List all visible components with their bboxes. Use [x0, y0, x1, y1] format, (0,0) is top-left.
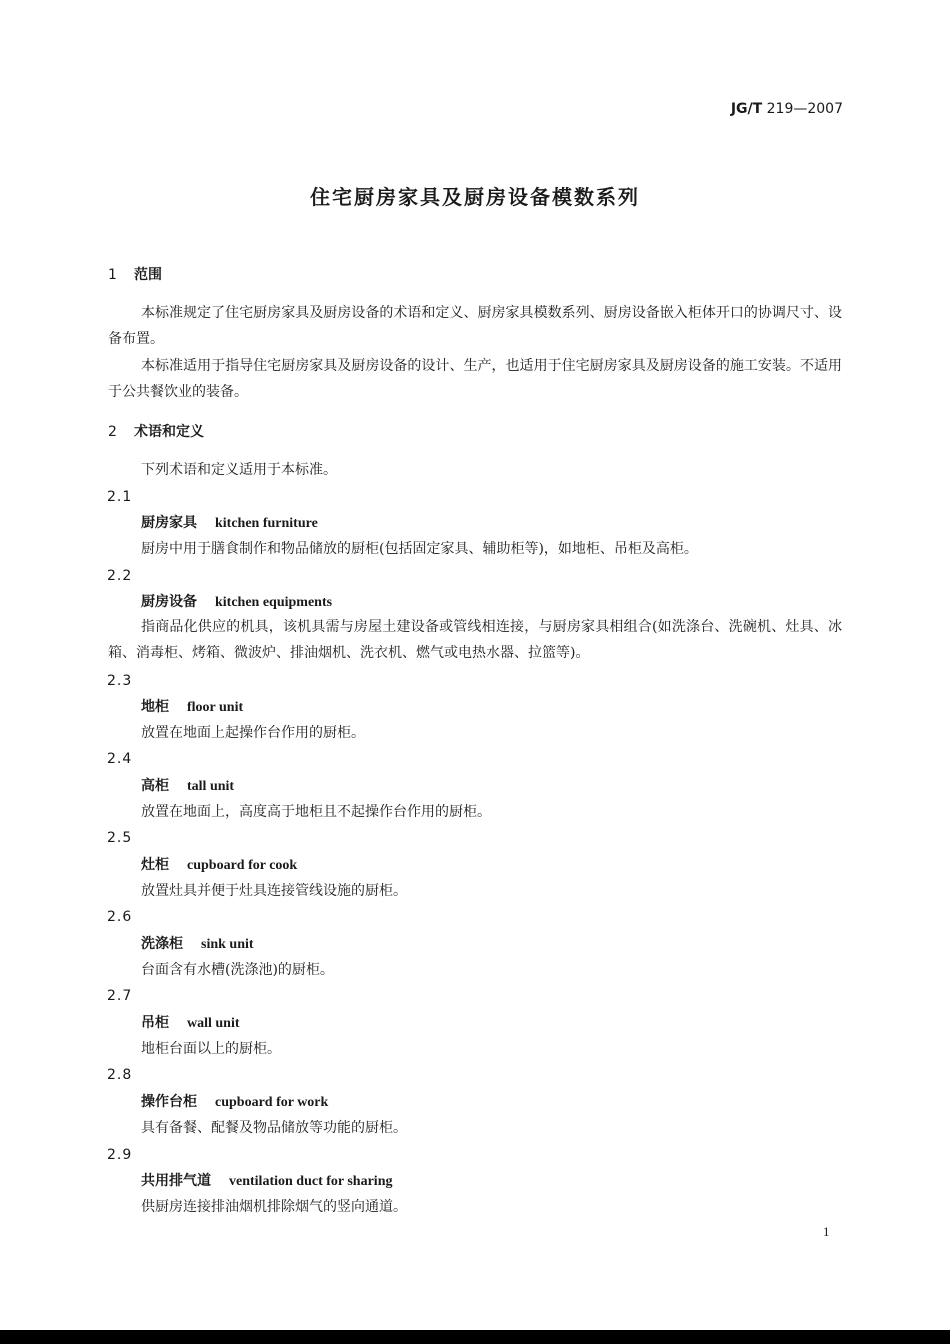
term-definition: 放置在地面上，高度高于地柜且不起操作台作用的厨柜。 — [141, 804, 491, 820]
document-title: 住宅厨房家具及厨房设备模数系列 — [310, 185, 640, 209]
section-number: 1 — [108, 267, 117, 283]
term-en: cupboard for work — [215, 1095, 329, 1110]
term-en: wall unit — [187, 1016, 240, 1031]
term-definition: 台面含有水槽(洗涤池)的厨柜。 — [141, 962, 334, 978]
term-en: floor unit — [187, 700, 244, 715]
scope-paragraph-1: 本标准规定了住宅厨房家具及厨房设备的术语和定义、厨房家具模数系列、厨房设备嵌入柜体开口的协调尺寸、设备布置。 — [108, 305, 842, 347]
term-definition: 地柜台面以上的厨柜。 — [141, 1041, 281, 1057]
scope-paragraph-2: 本标准适用于指导住宅厨房家具及厨房设备的设计、生产，也适用于住宅厨房家具及厨房设备的施工安装。不适用于公共餐饮业的装备。 — [108, 358, 842, 400]
page-number: 1 — [823, 1224, 830, 1239]
term-zh: 灶柜 — [141, 857, 169, 873]
term-en: kitchen furniture — [215, 516, 318, 531]
standard-year: 219—2007 — [766, 101, 843, 117]
section-heading-scope — [108, 265, 162, 285]
clause-number: 2.9 — [107, 1147, 133, 1163]
term-definition: 指商品化供应的机具，该机具需与房屋土建设备或管线相连接，与厨房家具相组合(如洗涤台、洗碗机、灶具、冰箱、消毒柜、烤箱、微波炉、排油烟机、洗衣机、燃气或电热水器、拉篮等)。 — [108, 619, 842, 661]
clause-number: 2.1 — [107, 489, 133, 505]
term-zh: 地柜 — [141, 699, 169, 715]
section-title: 范围 — [134, 267, 162, 283]
term-definition: 放置在地面上起操作台作用的厨柜。 — [141, 725, 365, 741]
terms-intro: 下列术语和定义适用于本标准。 — [141, 462, 337, 478]
term-heading — [141, 855, 297, 876]
term-en: ventilation duct for sharing — [229, 1174, 393, 1189]
section-number: 2 — [108, 424, 117, 440]
term-heading — [141, 776, 234, 797]
clause-number: 2.5 — [107, 830, 133, 846]
term-definition: 放置灶具并便于灶具连接管线设施的厨柜。 — [141, 883, 407, 899]
clause-number: 2.2 — [107, 568, 133, 584]
standard-code: JG/T — [730, 101, 763, 117]
term-definition: 供厨房连接排油烟机排除烟气的竖向通道。 — [141, 1199, 407, 1215]
term-en: kitchen equipments — [215, 595, 333, 610]
term-heading — [141, 592, 332, 613]
term-en: tall unit — [187, 779, 235, 794]
section-title: 术语和定义 — [134, 424, 204, 440]
clause-number: 2.4 — [107, 751, 133, 767]
term-heading — [141, 1092, 328, 1113]
term-heading — [141, 1013, 240, 1034]
bottom-border — [0, 1330, 950, 1344]
term-definition: 厨房中用于膳食制作和物品储放的厨柜(包括固定家具、辅助柜等)，如地柜、吊柜及高柜。 — [141, 541, 698, 557]
term-en: sink unit — [201, 937, 254, 952]
term-zh: 操作台柜 — [141, 1094, 197, 1110]
term-heading — [141, 934, 254, 955]
standard-number — [731, 99, 843, 119]
term-zh: 洗涤柜 — [141, 936, 183, 952]
term-zh: 厨房设备 — [141, 594, 197, 610]
clause-number: 2.6 — [107, 909, 133, 925]
term-zh: 共用排气道 — [141, 1173, 211, 1189]
term-definition: 具有备餐、配餐及物品储放等功能的厨柜。 — [141, 1120, 407, 1136]
term-heading — [141, 1171, 392, 1192]
section-heading-terms — [108, 422, 204, 442]
clause-number: 2.8 — [107, 1067, 133, 1083]
clause-number: 2.7 — [107, 988, 133, 1004]
term-zh: 吊柜 — [141, 1015, 169, 1031]
term-zh: 厨房家具 — [141, 515, 197, 531]
clause-number: 2.3 — [107, 673, 133, 689]
term-heading — [141, 513, 318, 534]
term-zh: 高柜 — [141, 778, 169, 794]
term-heading — [141, 697, 243, 718]
term-en: cupboard for cook — [187, 858, 298, 873]
